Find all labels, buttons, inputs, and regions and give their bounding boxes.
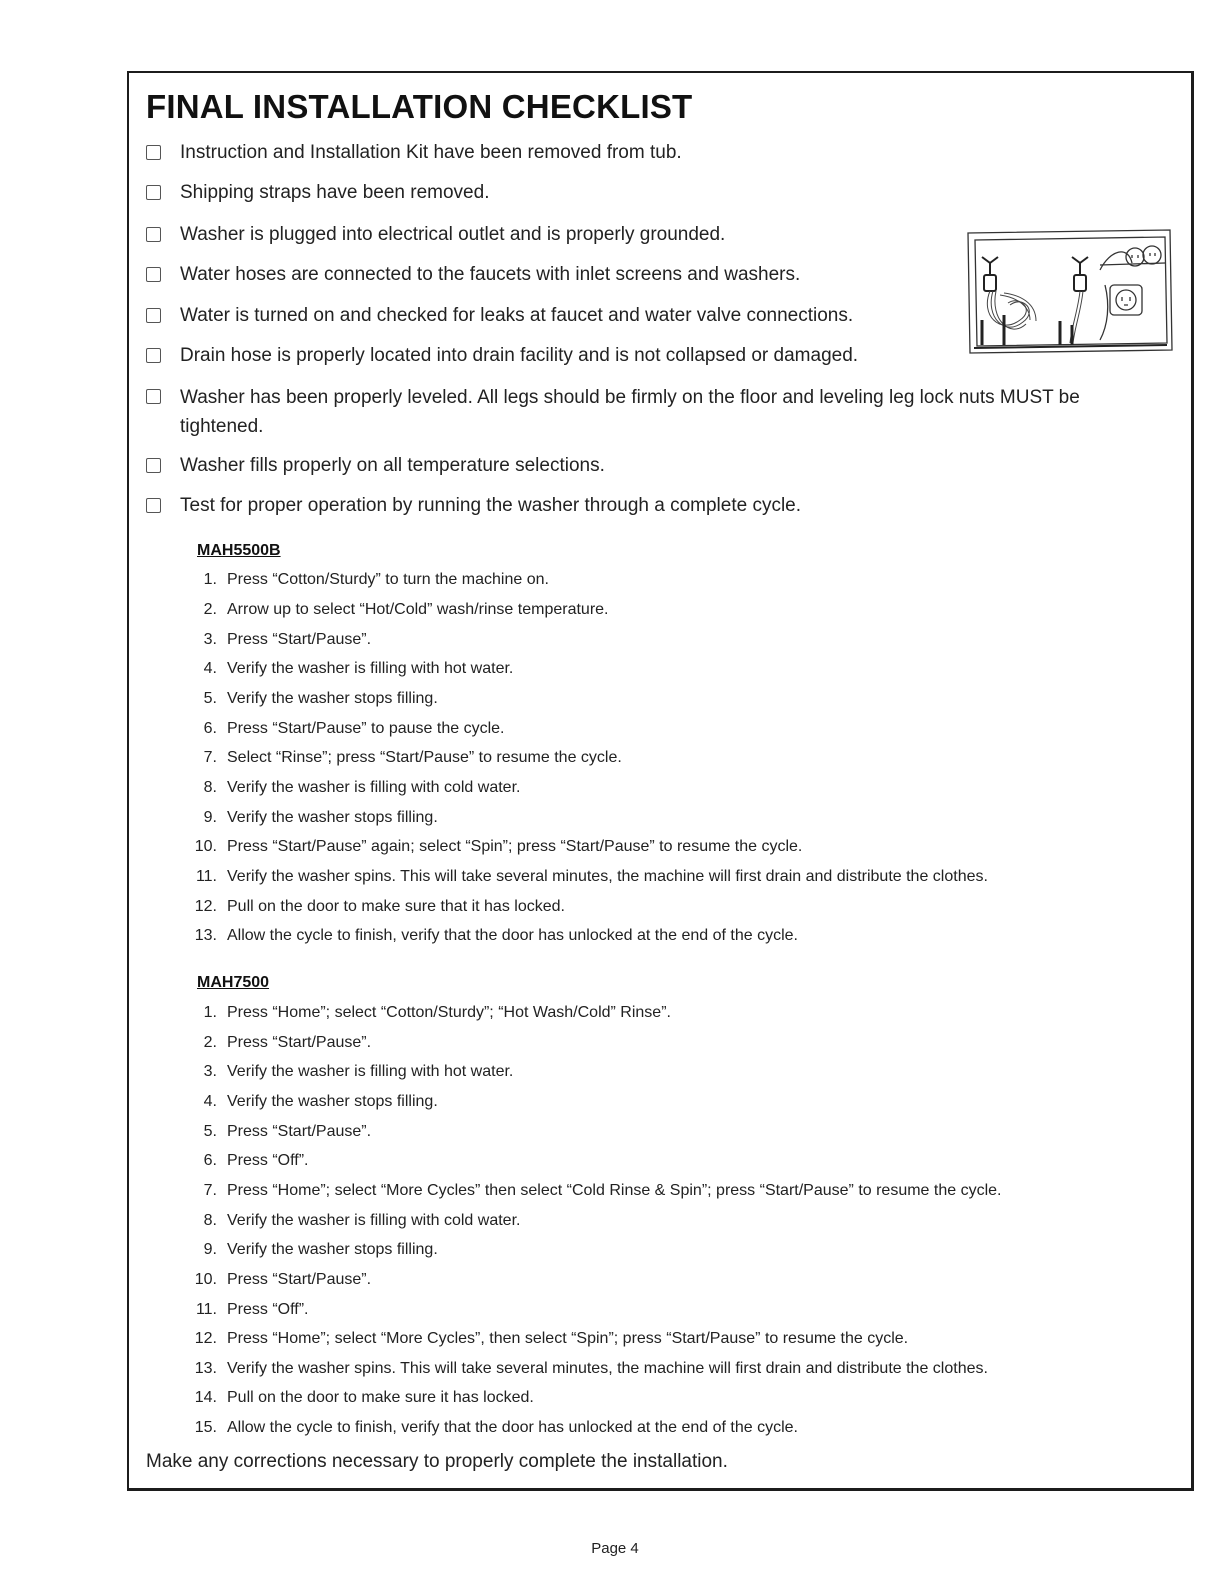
list-item: 3. Press “Start/Pause”.: [203, 631, 372, 648]
checkbox[interactable]: [146, 267, 161, 282]
list-item: 10. Press “Start/Pause” again; select “Spin”; press “Start/Pause” to resume the cycle.: [194, 838, 803, 855]
list-item: 1. Press “Home”; select “Cotton/Sturdy”; “Hot Wash/Cold” Rinse”.: [203, 1004, 671, 1021]
list-item: 8. Verify the washer is filling with cold water.: [203, 779, 521, 796]
list-item: 6. Press “Off”.: [203, 1152, 309, 1169]
list-item: 1. Press “Cotton/Sturdy” to turn the machine on.: [203, 571, 549, 588]
list-item: 13. Allow the cycle to finish, verify that the door has unlocked at the end of the cycle.: [194, 927, 798, 944]
list-item: 15. Allow the cycle to finish, verify that the door has unlocked at the end of the cycle.: [194, 1419, 798, 1436]
list-item: 7. Press “Home”; select “More Cycles” then select “Cold Rinse & Spin”; press “Start/Pause” to resume the cycle.: [203, 1182, 1002, 1199]
checklist-item-text: Water is turned on and checked for leaks at faucet and water valve connections.: [180, 305, 854, 326]
faucet-hoses-outlet-icon: [960, 225, 1175, 360]
list-item: 9. Verify the washer stops filling.: [203, 1241, 438, 1258]
list-item: 4. Verify the washer is filling with hot water.: [203, 660, 514, 677]
checkbox[interactable]: [146, 498, 161, 513]
list-item: 3. Verify the washer is filling with hot water.: [203, 1063, 514, 1080]
checklist-item-text: Washer has been properly leveled. All legs should be firmly on the floor and leveling leg lock nuts MUST be tightened.: [180, 387, 1080, 437]
checklist-item-text: Drain hose is properly located into drain facility and is not collapsed or damaged.: [180, 345, 859, 366]
list-item: 5. Press “Start/Pause”.: [203, 1123, 372, 1140]
checklist-item-text: Washer fills properly on all temperature selections.: [180, 455, 605, 476]
list-item: 14. Pull on the door to make sure it has locked.: [194, 1389, 534, 1406]
list-item: 11. Verify the washer spins. This will take several minutes, the machine will first drain and distribute the clothes.: [195, 868, 988, 885]
checklist-item-text: Water hoses are connected to the faucets with inlet screens and washers.: [180, 264, 801, 285]
checkbox[interactable]: [146, 389, 161, 404]
model-heading: MAH5500B: [197, 542, 281, 559]
list-item: 7. Select “Rinse”; press “Start/Pause” to resume the cycle.: [203, 749, 622, 766]
list-item: 2. Arrow up to select “Hot/Cold” wash/rinse temperature.: [203, 601, 609, 618]
checkbox[interactable]: [146, 348, 161, 363]
page-number: Page 4: [591, 1540, 639, 1557]
checkbox[interactable]: [146, 308, 161, 323]
checkbox[interactable]: [146, 458, 161, 473]
checklist-item-text: Washer is plugged into electrical outlet and is properly grounded.: [180, 224, 726, 245]
list-item: 4. Verify the washer stops filling.: [203, 1093, 438, 1110]
checkbox[interactable]: [146, 185, 161, 200]
checklist-item-text: Instruction and Installation Kit have been removed from tub.: [180, 142, 682, 163]
list-item: 12. Pull on the door to make sure that it has locked.: [194, 898, 565, 915]
closing-note: Make any corrections necessary to properly complete the installation.: [146, 1451, 728, 1472]
checkbox[interactable]: [146, 145, 161, 160]
checkbox[interactable]: [146, 227, 161, 242]
list-item: 12. Press “Home”; select “More Cycles”, then select “Spin”; press “Start/Pause” to resume the cycle.: [194, 1330, 909, 1347]
list-item: 2. Press “Start/Pause”.: [203, 1034, 372, 1051]
checklist-item-text: Shipping straps have been removed.: [180, 182, 490, 203]
checklist-item-text: Test for proper operation by running the washer through a complete cycle.: [180, 495, 802, 516]
model-heading: MAH7500: [197, 974, 270, 991]
page-title: FINAL INSTALLATION CHECKLIST: [146, 88, 693, 125]
list-item: 8. Verify the washer is filling with cold water.: [203, 1212, 521, 1229]
list-item: 13. Verify the washer spins. This will take several minutes, the machine will first drain and distribute the clothes.: [194, 1360, 988, 1377]
list-item: 10. Press “Start/Pause”.: [194, 1271, 372, 1288]
list-item: 6. Press “Start/Pause” to pause the cycle.: [203, 720, 505, 737]
list-item: 11. Press “Off”.: [195, 1301, 309, 1318]
list-item: 5. Verify the washer stops filling.: [203, 690, 438, 707]
list-item: 9. Verify the washer stops filling.: [203, 809, 438, 826]
